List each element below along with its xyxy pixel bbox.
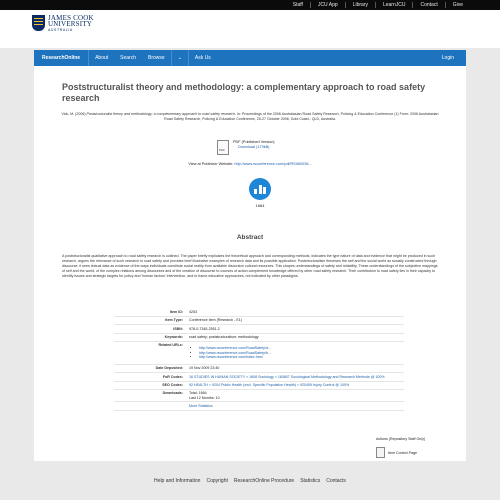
pdf-version-label: PDF (Published Version) xyxy=(233,140,275,144)
utility-link-give[interactable]: Give xyxy=(452,2,463,8)
meta-value xyxy=(186,381,404,389)
utility-link-learnjcu[interactable]: LearnJCU xyxy=(376,2,414,8)
related-url-link[interactable]: http://www.rsconference.com/RoadSafety/b... xyxy=(199,350,271,355)
citation xyxy=(58,112,442,122)
utility-link-staff[interactable]: Staff xyxy=(286,2,311,8)
meta-key: Item Type: xyxy=(165,318,183,323)
publisher-label: View at Publisher Website: xyxy=(188,162,235,166)
table-row xyxy=(114,365,404,373)
citation-title: Poststructuralist theory and methodology: a complementary approach to road safety research. xyxy=(86,112,236,116)
table-row xyxy=(114,309,404,317)
meta-value: 19 Nov 2009 23:40 xyxy=(189,366,220,371)
stats-bar xyxy=(259,185,262,194)
table-row xyxy=(114,325,404,333)
metadata-table xyxy=(114,309,404,411)
meta-key: FoR Codes: xyxy=(162,374,183,379)
pdf-file-icon[interactable] xyxy=(217,140,229,155)
footer-link-copyright[interactable]: Copyright xyxy=(206,477,228,484)
footer-link-statistics[interactable]: Statistics xyxy=(300,477,321,484)
related-url-list xyxy=(189,346,401,360)
utility-link-library[interactable]: Library xyxy=(346,2,376,8)
publisher-link[interactable]: http://www.rsconference.com/pdf/RS060036... xyxy=(234,162,312,166)
nav-about[interactable]: About xyxy=(95,55,109,61)
meta-value xyxy=(186,373,404,381)
stats-bar xyxy=(263,187,266,194)
item-control-page-action[interactable] xyxy=(376,447,417,458)
table-row xyxy=(114,389,404,402)
citation-author: Vick, M. (2006) xyxy=(61,112,87,116)
nav-brand-researchonline[interactable]: ResearchOnline xyxy=(42,55,81,61)
meta-key: ISBN: xyxy=(173,326,183,331)
seo-code-link[interactable]: 92 HEALTH > 9204 Public Health (excl. Specific Population Health) > 920409 Injury Control @ 100% xyxy=(189,382,350,387)
chevron-down-icon[interactable]: ⌄ xyxy=(177,55,182,61)
logo-line-3: AUSTRALIA xyxy=(48,28,73,32)
downloads-count: 1664 xyxy=(255,203,265,208)
table-row xyxy=(114,317,404,325)
logo-line-1: JAMES COOK xyxy=(48,14,94,22)
for-code-link[interactable]: 16 STUDIES IN HUMAN SOCIETY > 1608 Sociology > 160807 Sociological Methodology and Research Methods @ 100% xyxy=(189,374,385,379)
record-content xyxy=(34,66,466,461)
nav-login[interactable]: Login xyxy=(441,55,454,61)
meta-value: 978-0-7345-2551-2 xyxy=(189,326,220,331)
footer-link-procedure[interactable]: ResearchOnline Procedure xyxy=(233,477,295,484)
shield-icon xyxy=(32,15,45,31)
table-row xyxy=(114,333,404,341)
nav-browse[interactable]: Browse xyxy=(148,55,165,61)
abstract-text: A poststructuralist qualitative approach to road safety research is outlined. The paper briefly explicates the theoretical approach and corresponding methods, indicates the type nature of data and evidence that might be produced in such research, argues the relevance of such research to road safety and provides brief illustrative examples of research data and its possible application. Poststructuralism theorises the self and the social world as socially constructed through discourse: it sees textual data as evidence of the ways individuals constitute social reality from available discursive cultural resources. This shapes understandings of safety and reliability. These understandings of the subjective mappings of self and the world, of the complex relations among discourses and of the creation of discourse to courses of action complement knowledge offered by other road safety research. Their contribution to road safety lies in their capacity to identify issues and strategic targets for policy and 'human factors' intervention, and to frame educative approaches, not indicated by other paradigms. xyxy=(62,254,438,278)
footer-link-help[interactable]: Help and Information xyxy=(154,477,201,484)
table-row xyxy=(114,341,404,364)
main-nav xyxy=(34,50,466,66)
top-utility-bar xyxy=(0,0,500,10)
downloads-total: Total: 1664 xyxy=(189,390,207,395)
utility-link-contact[interactable]: Contact xyxy=(413,2,445,8)
logo-line-2: UNIVERSITY xyxy=(48,20,92,28)
nav-ask-us[interactable]: Ask Us xyxy=(194,55,211,61)
logo-wordmark xyxy=(48,15,94,33)
page-title: Poststructuralist theory and methodology: a complementary approach to road safety research xyxy=(62,82,426,103)
stats-bar xyxy=(254,189,257,194)
meta-key: Item ID: xyxy=(169,310,183,315)
footer xyxy=(0,461,500,500)
abstract-heading: Abstract xyxy=(236,234,264,241)
meta-value: road safety; poststructuralism; methodology xyxy=(189,334,259,339)
pdf-icon-label: PDF xyxy=(219,148,225,152)
more-statistics-link[interactable]: More Statistics xyxy=(189,403,213,408)
table-row xyxy=(114,381,404,389)
meta-value xyxy=(186,341,404,364)
publisher-website xyxy=(34,162,466,166)
meta-key: Keywords: xyxy=(164,334,183,339)
table-row xyxy=(114,402,404,410)
document-icon xyxy=(376,447,385,458)
footer-link-contacts[interactable]: Contacts xyxy=(326,477,346,484)
utility-links xyxy=(286,0,470,10)
actions-heading: Actions (Repository Staff Only) xyxy=(376,437,426,441)
meta-value: 4253 xyxy=(189,310,197,315)
nav-search[interactable]: Search xyxy=(120,55,136,61)
meta-key: Related URLs: xyxy=(158,343,183,348)
meta-value: Conference Item (Research - E1) xyxy=(189,318,242,323)
related-url-link[interactable]: http://www.rsconference.com/index.html xyxy=(199,355,263,360)
citation-details: In: Proceedings of the 2006 Australasian Road Safety Research, Policing & Education Conference (1) From: 2006 Australasian Road Safety Research, Policing & Education Conference, 25-27 October 2006, Gold Coast,. QLD, Australia. xyxy=(164,112,439,121)
meta-key: Date Deposited: xyxy=(155,366,183,371)
meta-key: SEO Codes: xyxy=(162,382,183,387)
meta-value xyxy=(186,402,404,410)
pdf-download-link[interactable]: Download (179kB) xyxy=(238,145,270,149)
item-control-page-label: Item Control Page xyxy=(388,450,417,455)
utility-link-jcu-app[interactable]: JCU App xyxy=(311,2,346,8)
meta-key: Downloads: xyxy=(162,390,183,395)
list-item xyxy=(199,355,401,360)
statistics-icon[interactable] xyxy=(249,178,271,200)
downloads-last-12-months: Last 12 Months: 10 xyxy=(189,395,220,400)
table-row xyxy=(114,373,404,381)
brand-header xyxy=(0,10,500,48)
pdf-download xyxy=(217,140,275,155)
jcu-logo[interactable] xyxy=(32,15,94,33)
meta-value xyxy=(186,389,404,402)
related-url-link[interactable]: http://www.rsconference.com/RoadSafety/d... xyxy=(199,346,271,351)
